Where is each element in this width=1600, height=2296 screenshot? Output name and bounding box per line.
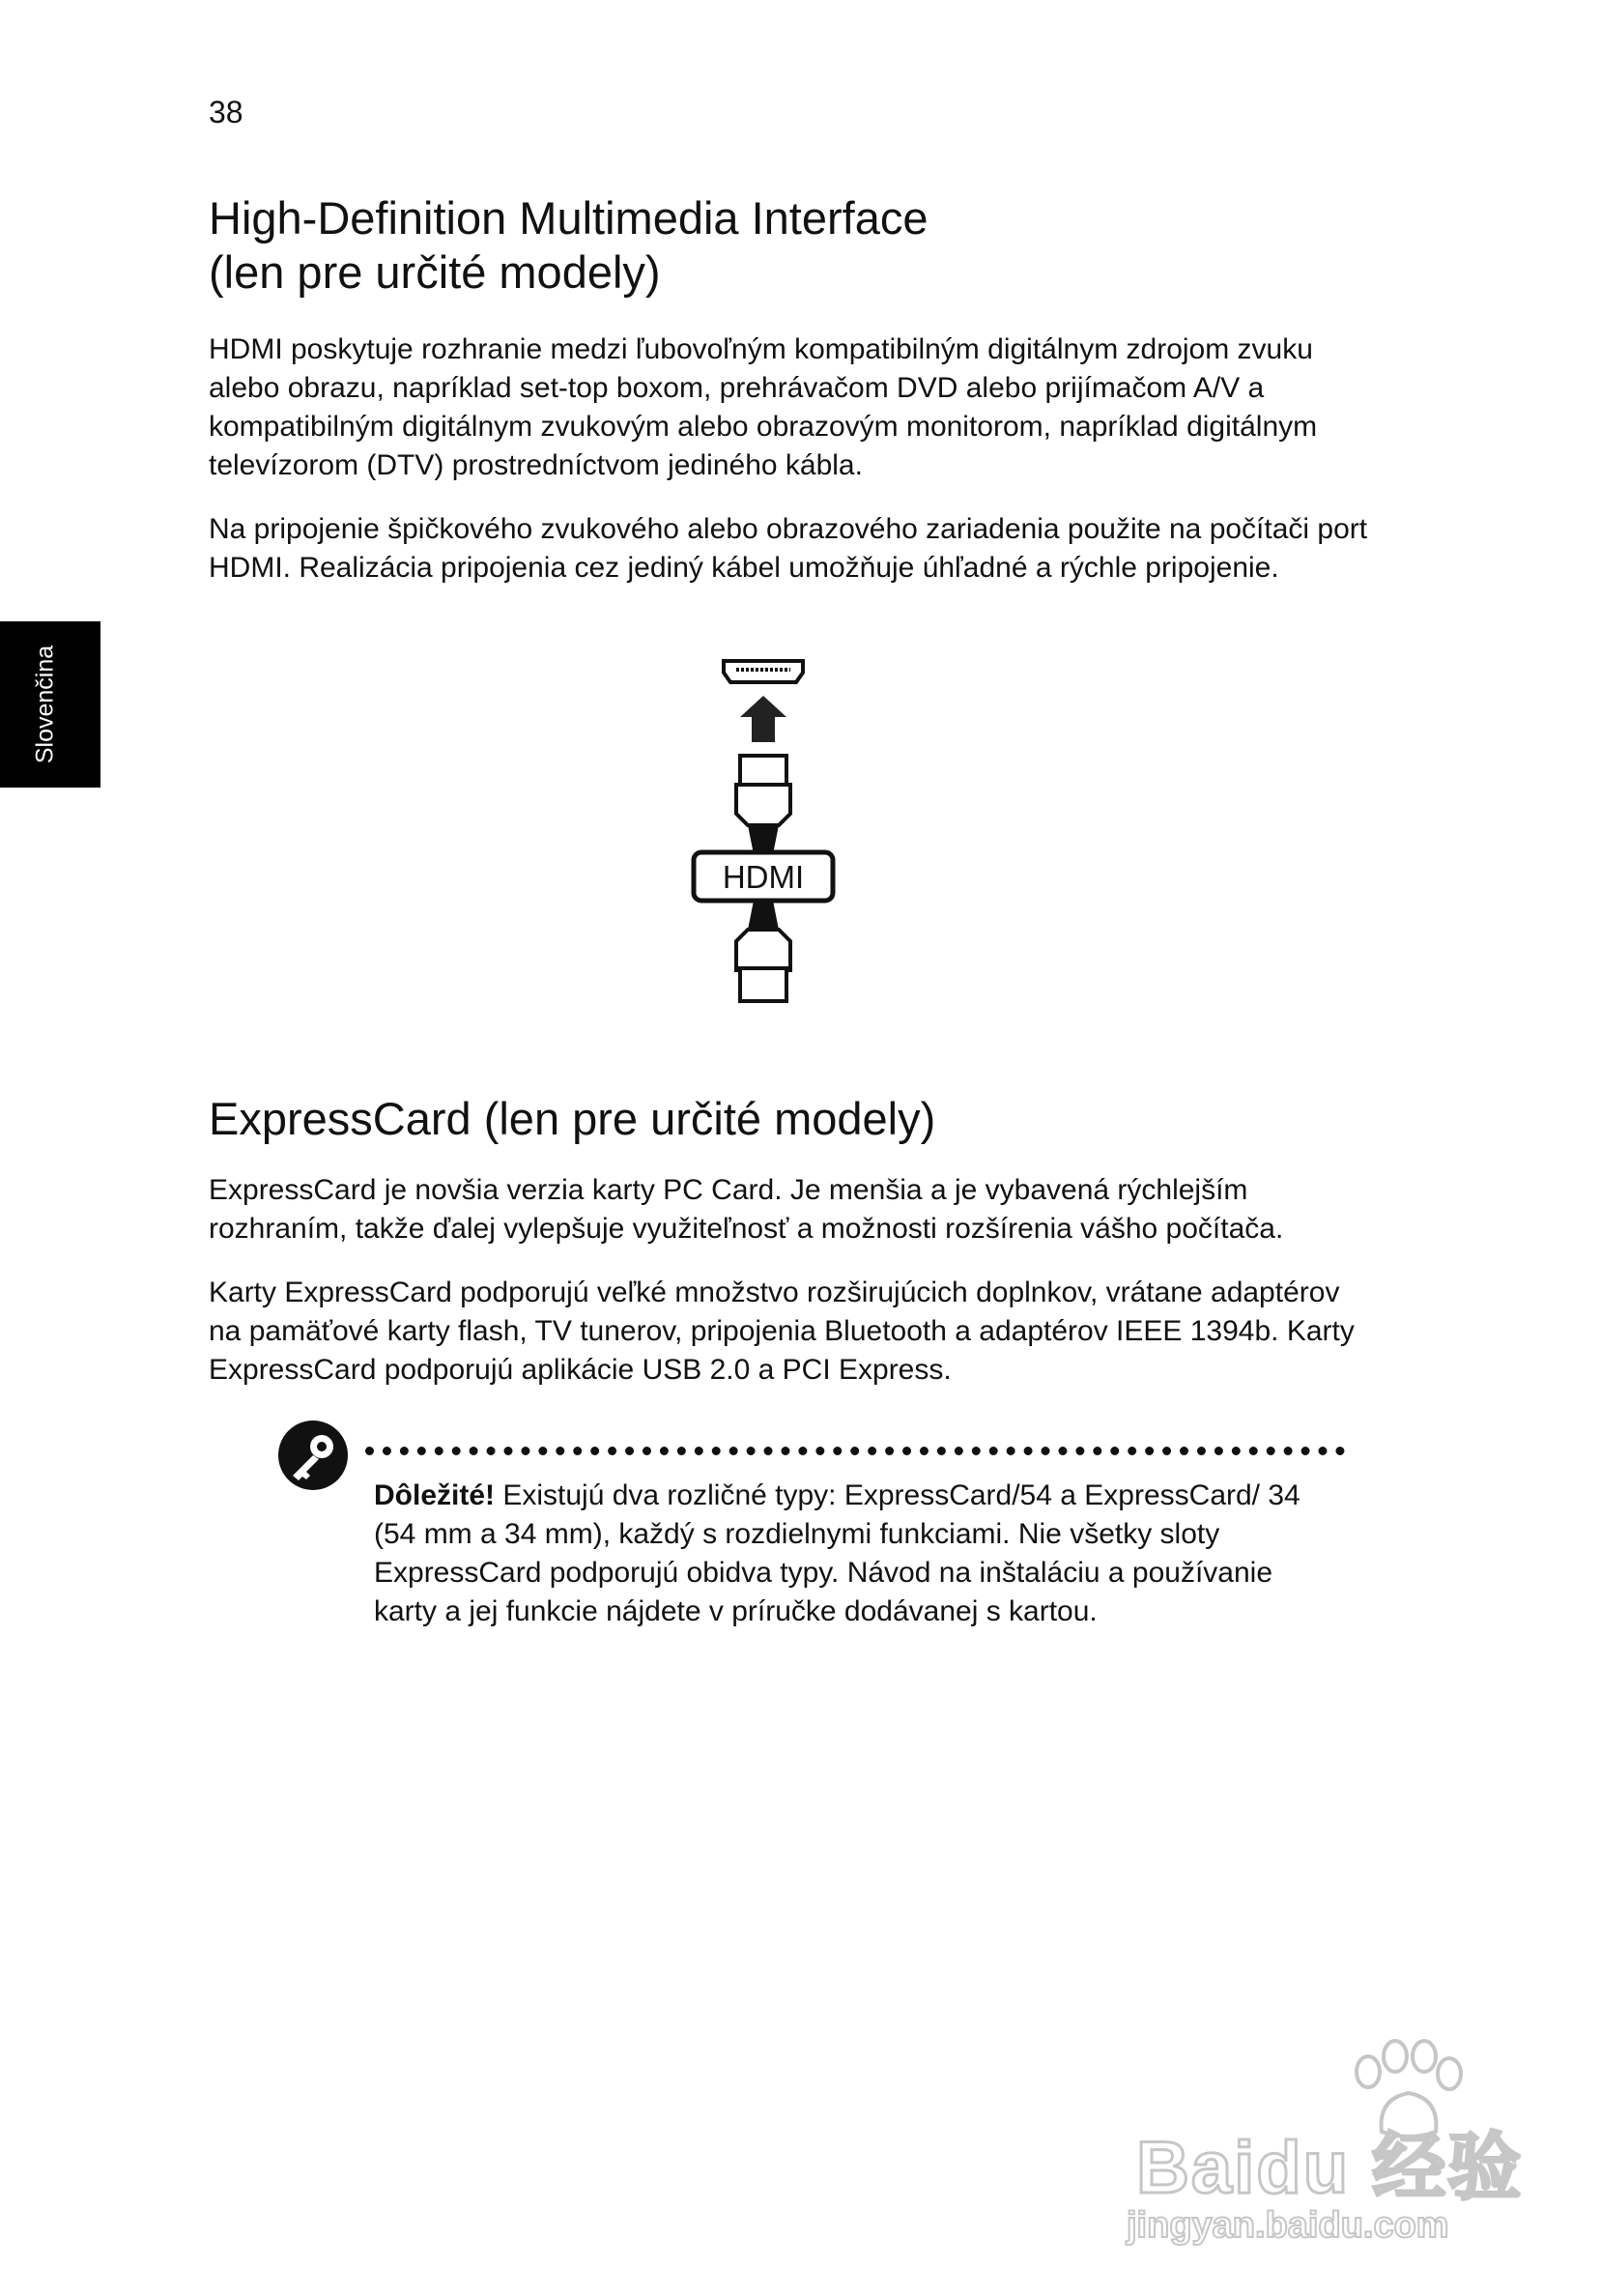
expresscard-heading: ExpressCard (len pre určité modely) [209, 1093, 936, 1144]
hdmi-label-text: HDMI [722, 859, 805, 895]
note-divider [365, 1447, 1345, 1455]
hdmi-paragraph-1: HDMI poskytuje rozhranie medzi ľubovoľným kompatibilným digitálnym zdrojom zvuku alebo obrazu, napríklad set-top boxom, prehrávačom DVD alebo prijímačom A/V a kompatibilným digitálnym zvukovým alebo obrazovým monitorom, napríklad digitálnym televízorom (DTV) prostredníctvom jediného kábla. [209, 333, 1318, 481]
hdmi-plug-top [736, 756, 790, 854]
hdmi-illustration [667, 649, 860, 1040]
watermark-url: jingyan.baidu.com [1127, 2205, 1449, 2246]
hdmi-heading-line1: High-Definition Multimedia Interface [209, 192, 929, 244]
note-body [374, 1477, 1340, 1631]
expresscard-paragraph-1: ExpressCard je novšia verzia karty PC Card. Je menšia a je vybavená rýchlejším rozhraním, takže ďalej vylepšuje využiteľnosť a možnosti rozšírenia vášho počítača. [209, 1174, 1284, 1245]
note-label: Dôležité! [374, 1479, 496, 1511]
baidu-watermark [1121, 2039, 1524, 2252]
hdmi-heading-line2: (len pre určité modely) [209, 246, 661, 298]
note-text: Existujú dva rozličné typy: ExpressCard/54 a ExpressCard/ 34 (54 mm a 34 mm), každý s rozdielnymi funkciami. Nie všetky sloty ExpressCard podporujú obidva typy. Návod na inštaláciu a používanie karty a jej funkcie nájdete v príručke dodávanej s kartou. [374, 1479, 1300, 1627]
watermark-brand: Baidu 经验 [1136, 2127, 1524, 2209]
hdmi-port-icon [724, 661, 803, 682]
hdmi-connector-figure [667, 649, 860, 1040]
page-number: 38 [209, 95, 243, 129]
key-icon [274, 1417, 352, 1494]
hdmi-heading [209, 191, 929, 300]
hdmi-paragraph-2: Na pripojenie špičkového zvukového alebo obrazového zariadenia použite na počítači port HDMI. Realizácia pripojenia cez jediný kábel umožňuje úhľadné a rýchle pripojenie. [209, 513, 1368, 584]
up-arrow-icon [740, 696, 786, 742]
expresscard-paragraph-2: Karty ExpressCard podporujú veľké množstvo rozširujúcich doplnkov, vrátane adaptérov na pamäťové karty flash, TV tunerov, pripojenia Bluetooth a adaptérov IEEE 1394b. Karty ExpressCard podporujú aplikácie USB 2.0 a PCI Express. [209, 1277, 1355, 1386]
language-side-tab-label: Slovenčina [31, 645, 59, 764]
hdmi-plug-bottom [736, 901, 790, 1001]
